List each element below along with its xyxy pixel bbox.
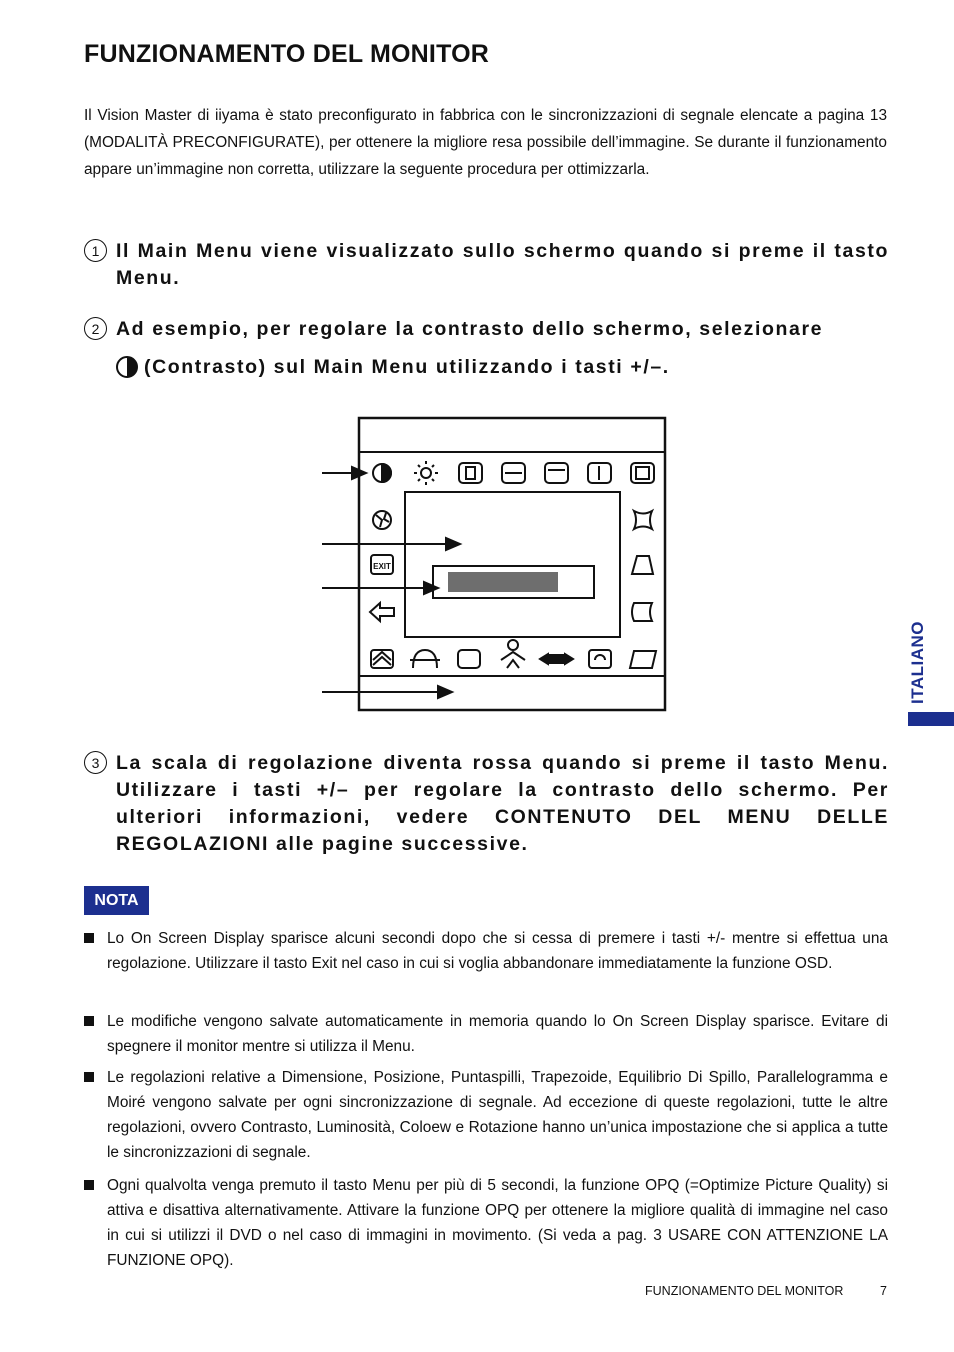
step-number: 3 bbox=[84, 751, 107, 774]
step-number: 2 bbox=[84, 317, 107, 340]
note-text: Ogni qualvolta venga premuto il tasto Menu per più di 5 secondi, la funzione OPQ (=Optimize Picture Quality) si attiva e disattiva alternativamente. Attivare la funzione OPQ per ottenere la migliore qualità di immagine nel caso in cui si utilizzi il DVD o nel caso di immagini in movimento. (Si veda a pag. 3 USARE CON ATTENZIONE LA FUNZIONE OPQ). bbox=[107, 1177, 888, 1269]
adjustment-bar bbox=[448, 572, 558, 592]
exit-label: EXIT bbox=[373, 562, 391, 571]
page-title: FUNZIONAMENTO DEL MONITOR bbox=[84, 40, 489, 68]
note-text: Lo On Screen Display sparisce alcuni secondi dopo che si cessa di premere i tasti +/- mentre si effettua una regolazione. Utilizzare il tasto Exit nel caso in cui si voglia abbandonare immediatamente la funzione OSD. bbox=[107, 930, 888, 972]
bullet-square bbox=[84, 933, 94, 943]
nota-badge: NOTA bbox=[84, 886, 149, 915]
footer-section: FUNZIONAMENTO DEL MONITOR bbox=[645, 1284, 844, 1298]
bullet-square bbox=[84, 1016, 94, 1026]
step-text: (Contrasto) sul Main Menu utilizzando i tasti +/–. bbox=[144, 356, 670, 378]
language-tab-label: ITALIANO bbox=[908, 621, 927, 705]
osd-menu-diagram bbox=[310, 410, 680, 720]
step-text: La scala di regolazione diventa rossa quando si preme il tasto Menu. Utilizzare i tasti +/– per regolare la contrasto dello schermo. Per ulteriori informazioni, vedere CONTENUTO DEL MENU DELLE REGOLAZIONI alle pagine successive. bbox=[116, 752, 889, 855]
language-tab-marker bbox=[908, 712, 954, 726]
step-number: 1 bbox=[84, 239, 107, 262]
note-text: Le regolazioni relative a Dimensione, Posizione, Puntaspilli, Trapezoide, Equilibrio Di Spillo, Parallelogramma e Moiré vengono salvate per ogni sincronizzazione di segnale. Ad eccezione di queste regolazioni, tutte le altre regolazioni, ovvero Contrasto, Luminosità, Coloew e Rotazione hanno un’unica impostazione che si applica a tutte le sincronizzazioni di segnale. bbox=[107, 1069, 888, 1161]
sharpness-icon bbox=[540, 654, 573, 664]
step-2 bbox=[84, 316, 889, 386]
step-text: Ad esempio, per regolare la contrasto dello schermo, selezionare bbox=[116, 318, 824, 340]
page-number: 7 bbox=[880, 1284, 887, 1298]
step-text-cont bbox=[116, 354, 889, 381]
step-text: Il Main Menu viene visualizzato sullo schermo quando si preme il tasto Menu. bbox=[116, 240, 889, 289]
note-text: Le modifiche vengono salvate automaticamente in memoria quando lo On Screen Display sparisce. Evitare di spegnere il monitor mentre si utilizza il Menu. bbox=[107, 1013, 888, 1055]
contrast-icon bbox=[116, 356, 138, 378]
intro-paragraph: Il Vision Master di iiyama è stato preconfigurato in fabbrica con le sincronizzazioni di segnale elencate a pagina 13 (MODALITÀ PRECONFIGURATE), per ottenere la migliore resa possibile dell’immagine. Se durante il funzionamento appare un’immagine non corretta, utilizzare la seguente procedura per ottimizzarla. bbox=[84, 107, 887, 178]
bullet-square bbox=[84, 1180, 94, 1190]
bullet-square bbox=[84, 1072, 94, 1082]
osd-inner-panel bbox=[405, 492, 620, 637]
